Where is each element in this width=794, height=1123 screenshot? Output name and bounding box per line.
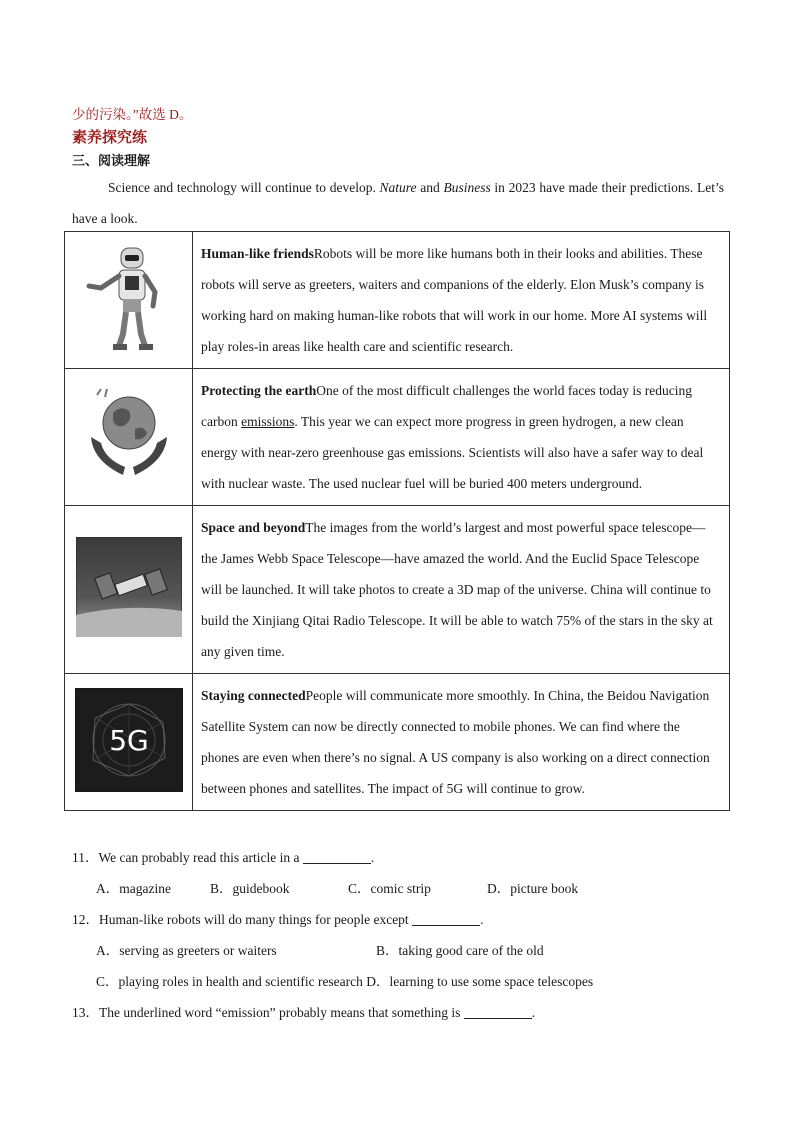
table-row	[65, 674, 730, 811]
space-telescope-icon	[65, 506, 193, 674]
section-title: 素养探究练	[72, 128, 148, 146]
table-row	[65, 232, 730, 369]
question-12: 12．Human-like robots will do many things for people except .	[72, 912, 484, 927]
answer-blank[interactable]	[412, 911, 480, 926]
question-13: 13．The underlined word “emission” probably means that something is .	[72, 1005, 536, 1020]
option-b[interactable]: B．guidebook	[210, 881, 290, 896]
answer-blank[interactable]	[303, 849, 371, 864]
article-table	[64, 231, 730, 811]
table-row	[65, 506, 730, 674]
option-d[interactable]: D．picture book	[487, 881, 579, 896]
row-text: Human-like friendsRobots will be more like humans both in their looks and abilities. These robots will serve as greeters, waiters and companions of the elderly. Elon Musk’s company is working hard on making human-like robots that will work in our home. More AI systems will play roles-in areas like health care and scientific research.	[193, 232, 730, 369]
answer-blank[interactable]	[464, 1004, 532, 1019]
row-text: Protecting the earthOne of the most difficult challenges the world faces today is reducing carbon emissions. This year we can expect more progress in green hydrogen, a new clean energy with near-zero greenhouse gas emissions. Scientists will also have a safer way to deal with nuclear waste. The used nuclear fuel will be buried 400 meters underground.	[193, 369, 730, 506]
row-text: Staying connectedPeople will communicate more smoothly. In China, the Beidou Navigation Satellite System can now be directly connected to mobile phones. We can find where the phones are even when there’s no signal. A US company is also working on a direct connection between phones and satellites. The impact of 5G will continue to grow.	[193, 674, 730, 811]
question-11: 11．We can probably read this article in a .	[72, 850, 375, 865]
table-row	[65, 369, 730, 506]
option-c[interactable]: C．playing roles in health and scientific research D．learning to use some space telescopes	[96, 974, 594, 989]
row-text: Space and beyondThe images from the world’s largest and most powerful space telescope—the James Webb Space Telescope—have amazed the world. And the Euclid Space Telescope will be launched. It will take photos to create a 3D map of the universe. China will continue to build the Xinjiang Qitai Radio Telescope. It will be able to watch 75% of the stars in the sky at any given time.	[193, 506, 730, 674]
option-d[interactable]: D．learning to use some space telescopes	[366, 974, 594, 989]
5g-icon	[65, 674, 193, 811]
previous-answer-tail: 少的污染。”故选 D。	[72, 107, 193, 122]
5g-label: 5G	[108, 723, 149, 757]
option-a[interactable]: A．magazine	[96, 881, 171, 896]
underlined-word: emissions	[241, 414, 295, 429]
earth-hands-icon	[65, 369, 193, 506]
robot-icon	[65, 232, 193, 369]
option-b[interactable]: B．taking good care of the old	[376, 943, 544, 958]
part-title: 三、阅读理解	[72, 154, 151, 169]
option-c[interactable]: C．comic strip	[348, 881, 431, 896]
option-a[interactable]: A．serving as greeters or waiters	[96, 943, 277, 958]
intro-paragraph: Science and technology will continue to develop. Nature and Business in 2023 have made their predictions. Let’s have a look.	[72, 180, 724, 226]
